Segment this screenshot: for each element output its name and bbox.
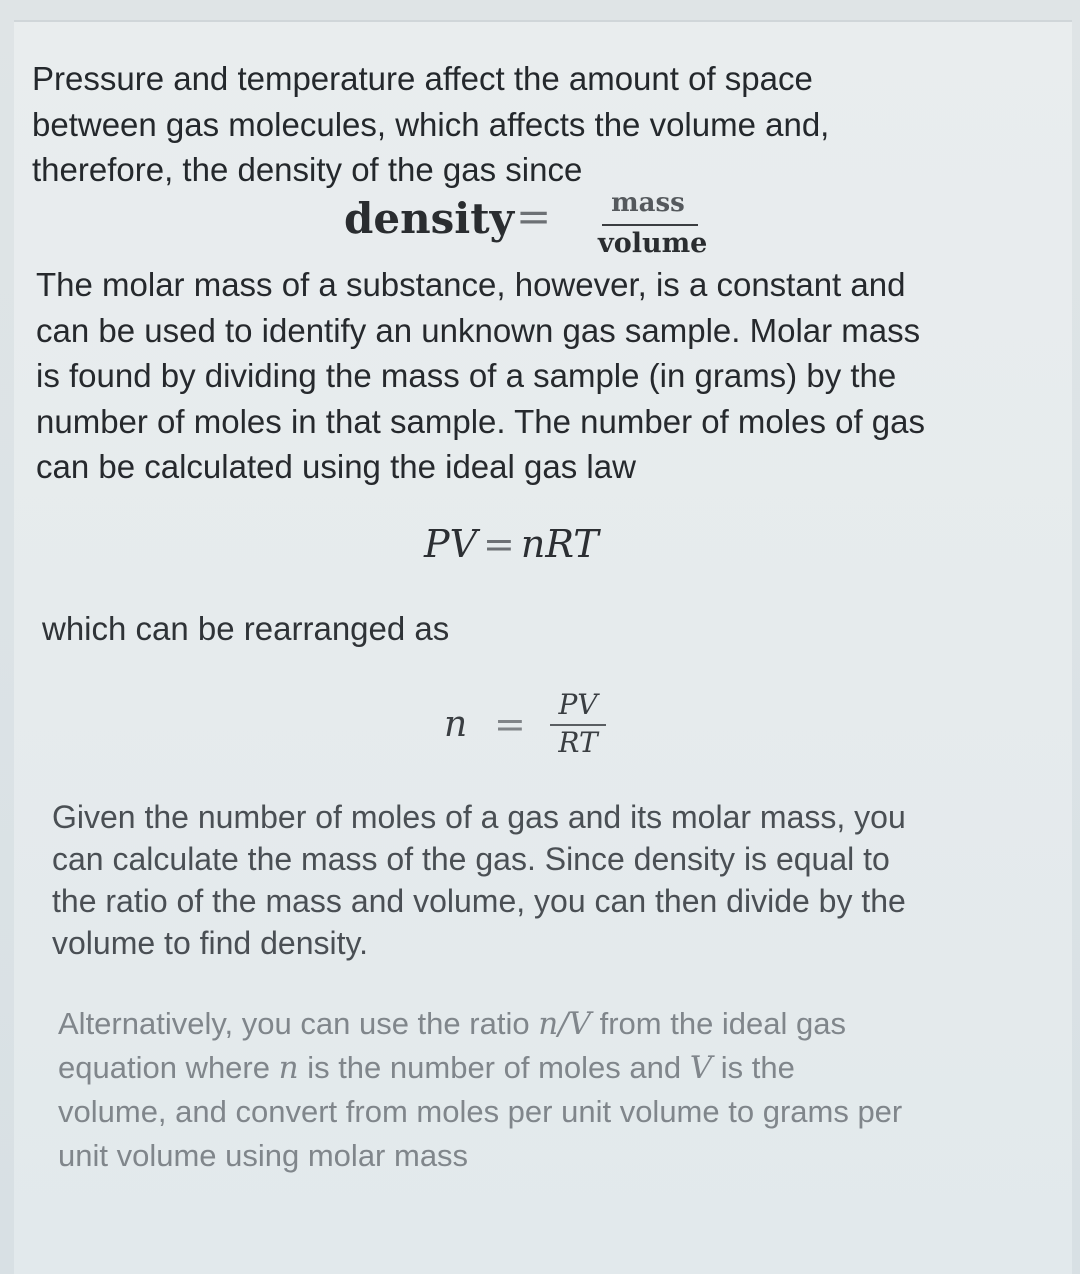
equals-sign: = — [494, 702, 526, 746]
equals-sign: = — [483, 522, 515, 566]
text-line: which can be rearranged as — [42, 610, 450, 647]
equals-sign: = — [516, 192, 552, 241]
text-fragment: is the — [712, 1050, 795, 1085]
fraction-numerator: PV — [558, 688, 598, 721]
equation-rhs: nRT — [520, 522, 599, 566]
equation-lhs: PV — [424, 522, 478, 566]
text-fragment: equation where — [58, 1050, 279, 1085]
text-line: The molar mass of a substance, however, is a constant and — [36, 266, 906, 303]
alternative-method-paragraph — [58, 1002, 902, 1178]
text-line: can calculate the mass of the gas. Since density is equal to — [52, 841, 890, 877]
text-line: volume, and convert from moles per unit volume to grams per — [58, 1094, 903, 1129]
inline-math: V — [689, 1050, 713, 1086]
fraction-numerator: mass — [611, 188, 685, 218]
text-line — [58, 1046, 902, 1090]
text-fragment: Alternatively, you can use the ratio — [58, 1006, 539, 1041]
intro-paragraph — [32, 56, 829, 193]
text-line: volume to find density. — [52, 925, 369, 961]
text-fragment: is the number of moles and — [298, 1050, 690, 1085]
text-line: Given the number of moles of a gas and its molar mass, you — [52, 799, 906, 835]
fraction-denominator: volume — [598, 228, 708, 259]
text-line: therefore, the density of the gas since — [32, 151, 583, 188]
text-line — [58, 1002, 902, 1046]
fraction-bar — [602, 224, 698, 226]
fraction-denominator: RT — [558, 726, 598, 759]
text-line: number of moles in that sample. The number of moles of gas — [36, 402, 926, 440]
text-fragment: from the ideal gas — [590, 1006, 847, 1041]
text-line: unit volume using molar mass — [58, 1138, 469, 1173]
mass-calculation-paragraph — [52, 796, 906, 964]
text-line: can be used to identify an unknown gas sample. Molar mass — [36, 311, 921, 349]
moles-variable: n — [444, 704, 468, 745]
density-label: density — [344, 194, 515, 243]
text-line: Pressure and temperature affect the amount of space — [32, 60, 813, 97]
inline-math: n/V — [538, 1006, 591, 1042]
inline-math: n — [278, 1050, 299, 1086]
text-line: can be calculated using the ideal gas law — [36, 448, 636, 485]
rearranged-paragraph — [42, 606, 449, 652]
molar-mass-paragraph — [36, 262, 925, 490]
text-line: the ratio of the mass and volume, you can then divide by the — [52, 883, 906, 919]
ideal-gas-equation — [424, 522, 599, 566]
moles-equation — [444, 688, 614, 768]
text-line: is found by dividing the mass of a sample (in grams) by the — [36, 357, 897, 394]
text-line: between gas molecules, which affects the volume and, — [32, 105, 830, 143]
